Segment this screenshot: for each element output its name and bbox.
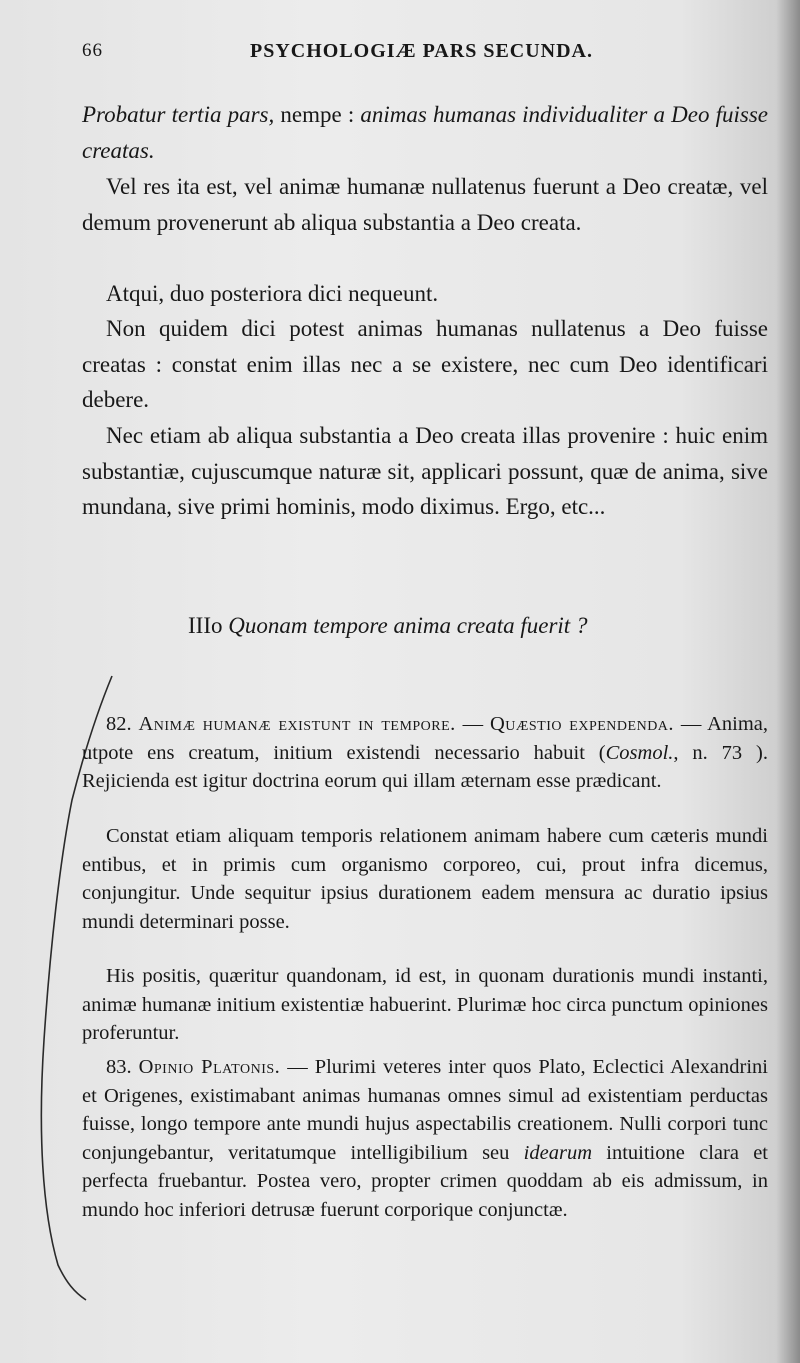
s83-dash: — — [280, 1056, 315, 1078]
probatur-mid: nempe : — [274, 102, 361, 127]
probatur-lead: Probatur tertia pars, — [82, 102, 275, 127]
paragraph-atqui: Atqui, duo posteriora dici nequeunt. — [106, 281, 439, 306]
paragraph-non-quidem: Non quidem dici potest animas humanas nullatenus a Deo fuisse creatas : constat enim illas nec a se existere, nec cum Deo identificari debere. — [82, 316, 768, 412]
running-head: PSYCHOLOGIÆ PARS SECUNDA. — [250, 40, 593, 62]
s83-text-a: Plurimi veteres inter quos Plato, Eclectici Alexandrini et Origenes, existimabant animas humanas omnes simul ad existentiam perductas fuisse, longo tempore ante mundi hujus aspectabilis creationem. Nulli corpori tunc conjungebantur, veritatumque intelligibilium seu — [82, 1056, 768, 1164]
section-heading — [188, 610, 587, 642]
paragraph-his-positis: His positis, quæritur quandonam, id est, in quonam durationis mundi instanti, animæ humanæ initium existentiæ habuerint. Plurimæ hoc circa punctum opiniones proferuntur. — [82, 965, 768, 1045]
probatur-rest: animas humanas individualiter a Deo fuisse creatas. — [82, 102, 768, 163]
paragraph-vel-res: Vel res ita est, vel animæ humanæ nullatenus fuerunt a Deo creatæ, vel demum provenerunt ab aliqua substantia a Deo creata. — [82, 174, 768, 235]
s82-dash-2: — — [674, 713, 708, 735]
s82-heading-b: Quæstio expendenda. — [490, 713, 675, 735]
paragraph-probatur — [82, 97, 768, 168]
s83-term: idearum — [523, 1141, 592, 1164]
paragraph-nec-etiam: Nec etiam ab aliqua substantia a Deo creata illas provenire : huic enim substantiæ, cujuscumque naturæ sit, applicari possunt, quæ de anima, sive mundana, sive primi hominis, modo diximus. Ergo, etc... — [82, 423, 768, 519]
s83-heading: Opinio Platonis. — [138, 1056, 281, 1078]
s82-text-b: , n. 73 ). Rejicienda est igitur doctrina eorum qui illam æternam esse prædicant. — [82, 741, 769, 793]
section-83 — [82, 1053, 768, 1225]
s82-dash: — — [455, 713, 490, 735]
s83-number: 83. — [106, 1056, 132, 1078]
s82-number: 82. — [106, 713, 132, 735]
page-header — [82, 40, 760, 74]
s82-citation: Cosmol. — [605, 741, 674, 764]
s83-text-b: intuitione clara et perfecta fruebantur. Postea vero, propter crimen quoddam ab eis admissum, in mundo hoc inferiori detrusæ fuerunt corporique conjunctæ. — [82, 1141, 768, 1221]
section-title: Quonam tempore anima creata fuerit ? — [228, 613, 588, 638]
section-82 — [82, 710, 768, 796]
paragraph-constat: Constat etiam aliquam temporis relationem animam habere cum cæteris mundi entibus, et in primis cum organismo corporeo, cui, prout infra dicemus, conjungitur. Unde sequitur ipsius durationem eadem mensura ac duratio ipsius mundi determinari posse. — [82, 825, 768, 933]
s82-heading-a: Animæ humanæ existunt in tempore. — [138, 713, 456, 735]
page-number: 66 — [82, 40, 103, 61]
s82-text-a: Anima, utpote ens creatum, initium existendi necessario habuit ( — [82, 713, 769, 764]
section-numeral: IIIo — [188, 613, 223, 638]
